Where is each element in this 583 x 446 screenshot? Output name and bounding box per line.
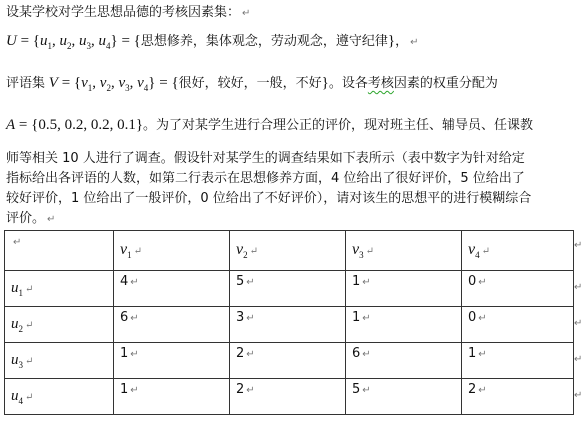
cell-mark-icon: ↵	[362, 385, 371, 396]
table-cell: 5 ↵	[346, 379, 462, 415]
table-cell: 0 ↵	[462, 271, 574, 307]
cell-mark-icon: ↵	[246, 277, 255, 288]
cell-mark-icon: ↵	[25, 319, 34, 331]
intro-line	[6, 4, 250, 23]
table-cell: 0 ↵	[462, 307, 574, 343]
header-cell-v2: $v_2$ ↵	[230, 231, 346, 271]
cell-mark-icon: ↵	[130, 385, 139, 396]
weights-values: 0.5, 0.2, 0.2, 0.1	[38, 117, 136, 133]
cell-mark-icon: ↵	[478, 277, 487, 288]
table-cell: 6 ↵	[346, 343, 462, 379]
row-end-mark-icon: ↵	[574, 282, 583, 293]
body-line-5: 师等相关 10 人进行了调查。假设针对某学生的调查结果如下表所示（表中数字为针对给定	[6, 151, 525, 166]
table-cell: 2 ↵	[230, 343, 346, 379]
table-row	[5, 271, 574, 307]
table-cell: 1 ↵	[462, 343, 574, 379]
cell-mark-icon: ↵	[246, 385, 255, 396]
grade-set-prefix: 评语集	[6, 76, 46, 91]
cell-mark-icon: ↵	[130, 313, 139, 324]
table-row	[5, 307, 574, 343]
intro-text: 设某学校对学生思想品德的考核因素集：	[6, 5, 241, 20]
table-row	[5, 343, 574, 379]
row-label-u4: $u_4$ ↵	[5, 379, 114, 415]
cell-mark-icon: ↵	[362, 277, 371, 288]
cell-mark-icon: ↵	[478, 313, 487, 324]
cell-mark-icon: ↵	[13, 237, 22, 248]
cell-mark-icon: ↵	[481, 245, 490, 257]
table-row	[5, 379, 574, 415]
factor-set-formula: $U = \{u_1$, $u_2$, $u_3$, $u_4$} = {	[6, 33, 141, 51]
cell-mark-icon: ↵	[249, 245, 258, 257]
cell-mark-icon: ↵	[478, 385, 487, 396]
row-end-mark-icon: ↵	[574, 318, 583, 329]
body-line-6: 指标给出各评语的人数，如第二行表示在思想修养方面，4 位给出了很好评价，5 位给出了	[6, 171, 525, 186]
table-cell: 1 ↵	[114, 379, 230, 415]
body-line-7: 较好评价，1 位给出了一般评价，0 位给出了不好评价），请对该生的思想平的进行模糊综合	[6, 191, 532, 206]
row-end-mark-icon: ↵	[574, 390, 583, 401]
factor-set-line: $U = \{u_1$, $u_2$, $u_3$, $u_4$} = {思想修养，集体观念，劳动观念，遵守纪律}， ↵	[6, 33, 419, 51]
row-label-u2: $u_2$ ↵	[5, 307, 114, 343]
weights-line	[6, 116, 533, 135]
table-cell: 5 ↵	[230, 271, 346, 307]
grade-set-line: 评语集 $V = \{v_1$, $v_2$, $v_3$, $v_4$} = {很好，较好，一般，不好}。设各考核因素的权重分配为	[6, 75, 498, 93]
grade-set-suffix-a: 。设各	[328, 76, 368, 91]
table-cell: 4 ↵	[114, 271, 230, 307]
body-line-8	[6, 210, 55, 229]
header-corner-cell	[5, 231, 114, 271]
body-line-8-text: 评价。	[6, 211, 46, 226]
cell-mark-icon: ↵	[133, 245, 142, 257]
table-cell: 3 ↵	[230, 307, 346, 343]
row-end-mark-icon: ↵	[574, 354, 583, 365]
factor-list: 思想修养，集体观念，劳动观念，遵守纪律	[140, 34, 388, 49]
paragraph-mark-icon: ↵	[242, 8, 251, 19]
table-cell: 2 ↵	[462, 379, 574, 415]
header-cell-v4: $v_4$ ↵	[462, 231, 574, 271]
table-cell: 1 ↵	[114, 343, 230, 379]
grade-set-formula: $V = \{v_1$, $v_2$, $v_3$, $v_4$} = {	[48, 75, 179, 93]
cell-mark-icon: ↵	[130, 277, 139, 288]
table-header-row	[5, 231, 574, 271]
table-cell: 2 ↵	[230, 379, 346, 415]
cell-mark-icon: ↵	[246, 349, 255, 360]
row-label-u1: $u_1$ ↵	[5, 271, 114, 307]
paragraph-mark-icon: ↵	[410, 37, 419, 48]
cell-mark-icon: ↵	[25, 283, 34, 295]
grade-list: 很好，较好，一般，不好	[178, 76, 322, 91]
cell-mark-icon: ↵	[25, 391, 34, 403]
grade-set-suffix-c: 因素的权重分配为	[393, 76, 498, 91]
evaluation-table	[4, 230, 574, 415]
row-label-u3: $u_3$ ↵	[5, 343, 114, 379]
table-cell: 1 ↵	[346, 307, 462, 343]
cell-mark-icon: ↵	[130, 349, 139, 360]
cell-mark-icon: ↵	[362, 313, 371, 324]
table-cell: 6 ↵	[114, 307, 230, 343]
weights-formula: A = {0.5, 0.2, 0.2, 0.1}	[6, 117, 144, 133]
cell-mark-icon: ↵	[365, 245, 374, 257]
paragraph-mark-icon: ↵	[47, 214, 56, 225]
cell-mark-icon: ↵	[246, 313, 255, 324]
cell-mark-icon: ↵	[25, 355, 34, 367]
cell-mark-icon: ↵	[478, 349, 487, 360]
header-cell-v3: $v_3$ ↵	[346, 231, 462, 271]
cell-mark-icon: ↵	[362, 349, 371, 360]
header-cell-v1: $v_1$ ↵	[114, 231, 230, 271]
weights-suffix: 。为了对某学生进行合理公正的评价，现对班主任、辅导员、任课教	[143, 118, 534, 133]
row-end-mark-icon: ↵	[574, 240, 583, 251]
grade-set-suffix-b: 考核	[367, 76, 394, 91]
table-cell: 1 ↵	[346, 271, 462, 307]
